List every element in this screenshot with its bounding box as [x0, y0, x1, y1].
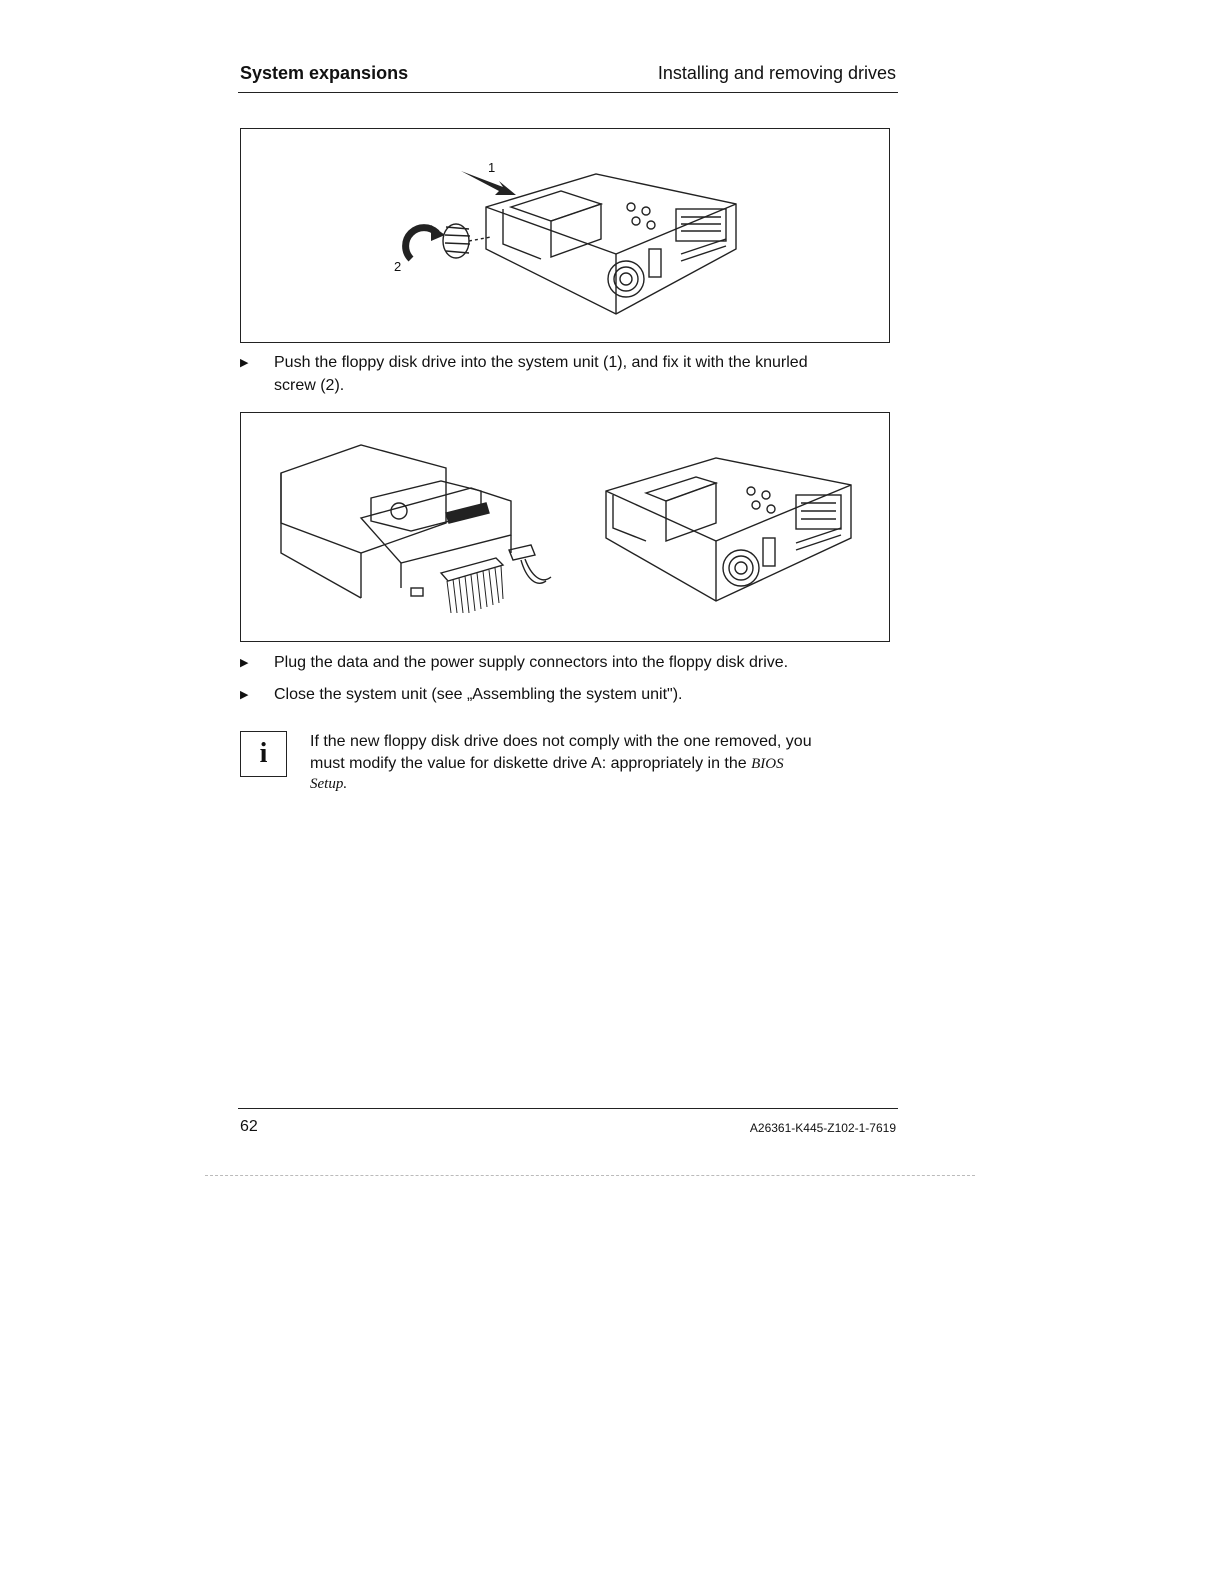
header-divider [238, 92, 898, 93]
instruction-3: Close the system unit (see „Assembling the system unit"). [274, 686, 683, 703]
bullet-arrow-icon: ▶ [240, 689, 249, 701]
bullet-arrow-icon: ▶ [240, 657, 249, 669]
note-line2-text: must modify the value for diskette drive A: appropriately in the [310, 755, 747, 772]
figure-connect-cables [240, 412, 890, 642]
bullet-arrow-icon: ▶ [240, 357, 249, 369]
instruction-2: Plug the data and the power supply connectors into the floppy disk drive. [274, 654, 789, 671]
bios-term: BIOS [751, 756, 784, 772]
footer-divider [238, 1108, 898, 1109]
instruction-1-line1: Push the floppy disk drive into the system unit (1), and fix it with the knurled [274, 354, 808, 371]
note-line1: If the new floppy disk drive does not comply with the one removed, you [310, 733, 812, 750]
callout-2: 2 [394, 259, 402, 274]
callout-1: 1 [488, 160, 496, 175]
scan-artifact-line [205, 1175, 975, 1178]
figure-insert-floppy-drive-drawing [241, 129, 891, 344]
document-code: A26361-K445-Z102-1-7619 [749, 1121, 896, 1135]
note-line2 [310, 754, 784, 774]
section-title: System expansions [240, 63, 409, 83]
info-icon: i [240, 731, 287, 777]
page-number: 62 [240, 1118, 258, 1135]
figure-insert-floppy-drive [240, 128, 890, 343]
instruction-1-line2: screw (2). [274, 377, 345, 394]
chapter-title: Installing and removing drives [657, 63, 896, 83]
figure-connect-cables-drawing [241, 413, 891, 643]
setup-term: Setup. [310, 776, 348, 792]
